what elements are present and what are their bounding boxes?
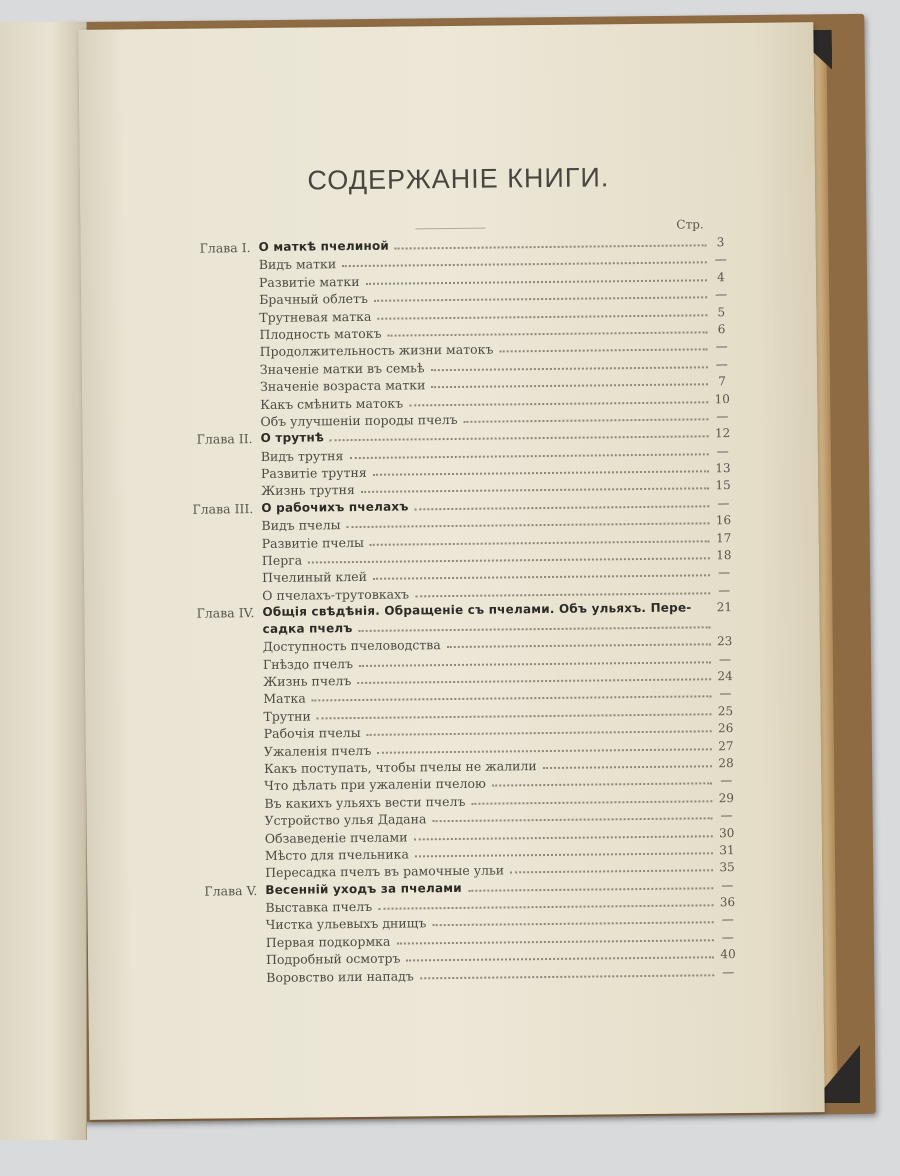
page-number: — <box>716 443 729 458</box>
dot-leader <box>420 974 714 979</box>
dot-leader <box>366 279 707 285</box>
dot-leader <box>373 470 709 476</box>
page-number: 6 <box>717 322 726 337</box>
section-title: Значеніе матки въ семьѣ <box>259 360 425 377</box>
dot-leader <box>433 922 714 927</box>
section-title: Мѣсто для пчельника <box>264 846 409 863</box>
dot-leader <box>330 436 709 442</box>
dot-leader <box>415 852 713 857</box>
dot-leader <box>468 887 713 892</box>
chapter-title: Весенній уходъ за пчелами <box>265 880 462 897</box>
page-number: — <box>719 686 732 701</box>
chapter-title: Общія свѣдѣнія. Обращеніе съ пчелами. Объ ульяхъ. Пере- <box>262 600 692 620</box>
dot-leader <box>308 557 710 563</box>
page-number: 26 <box>717 721 734 736</box>
dot-leader <box>409 401 708 406</box>
section-title: Какъ смѣнить матокъ <box>260 395 404 412</box>
section-title: Гнѣздо пчелъ <box>262 655 354 672</box>
dot-leader <box>414 835 713 840</box>
dot-leader <box>317 713 712 719</box>
section-title: Выставка пчелъ <box>265 898 373 916</box>
section-title: Видъ матки <box>258 256 337 273</box>
page-number: 29 <box>718 790 735 805</box>
page-number: 28 <box>718 755 734 771</box>
section-title: Развитіе трутня <box>260 464 367 482</box>
section-title: Продолжительность жизни матокъ <box>259 341 494 360</box>
section-title: Въ какихъ ульяхъ вести пчелъ <box>264 793 466 811</box>
section-title: Развитіе пчелы <box>261 534 364 551</box>
dot-leader <box>347 523 710 529</box>
chapter-number: Глава V. <box>204 882 258 899</box>
contents-list <box>173 235 741 988</box>
page-number: 36 <box>719 895 736 910</box>
chapter-title: О маткѣ пчелиной <box>258 238 390 255</box>
dot-leader <box>342 262 707 268</box>
page-number: — <box>718 582 731 598</box>
dot-leader <box>350 453 709 459</box>
page-number: 31 <box>719 842 735 858</box>
section-title: Видъ трутня <box>260 447 344 464</box>
dot-leader <box>377 748 712 754</box>
section-title: Какъ поступать, чтобы пчелы не жалили <box>263 758 537 776</box>
page-number: — <box>715 356 728 371</box>
dot-leader <box>433 817 713 822</box>
page-number: 15 <box>715 478 731 493</box>
dot-leader <box>415 592 710 597</box>
page-number: 27 <box>718 738 734 753</box>
dot-leader <box>361 488 709 494</box>
page-number: 24 <box>717 669 733 684</box>
chapter-number: Глава IV. <box>196 605 255 621</box>
title-divider <box>415 228 485 230</box>
dot-leader <box>414 505 709 510</box>
section-title: Матка <box>263 690 306 707</box>
page-number: 7 <box>718 374 726 389</box>
page-number: 17 <box>715 530 732 545</box>
dot-leader <box>374 296 707 301</box>
page-number: 21 <box>716 600 733 615</box>
dot-leader <box>447 643 711 648</box>
section-title: О пчелахъ-трутовкахъ <box>262 586 410 603</box>
section-title: Брачный облетъ <box>259 291 368 308</box>
section-title: Трутни <box>263 708 311 724</box>
page-number: 35 <box>719 860 735 875</box>
section-title: Пчелиный клей <box>261 569 368 586</box>
page-number: — <box>722 964 735 979</box>
page-number: 40 <box>720 947 736 962</box>
section-title: Развитіе матки <box>258 273 360 290</box>
page-number: 18 <box>716 548 732 563</box>
page-number: 5 <box>717 304 726 319</box>
dot-leader <box>359 661 711 667</box>
page-number: — <box>716 408 729 424</box>
section-title: Видъ пчелы <box>261 517 341 534</box>
section-title: Перга <box>261 552 303 569</box>
section-title: Плодность матокъ <box>259 325 382 342</box>
dot-leader <box>500 349 708 353</box>
page-number: 16 <box>715 513 732 528</box>
section-title: Чистка ульевыхъ днищъ <box>265 915 427 933</box>
page-number: — <box>715 339 728 354</box>
page-number: — <box>721 912 734 927</box>
section-title: Что дѣлать при ужаленіи пчелою <box>264 775 486 794</box>
dot-leader <box>373 575 710 581</box>
page-number: 3 <box>716 235 725 250</box>
page-number: 4 <box>717 269 725 284</box>
page-number: — <box>717 565 731 580</box>
section-title: Пересадка пчелъ въ рамочные ульи <box>265 862 505 881</box>
section-title: Воровство или нападъ <box>266 968 414 985</box>
contents-title: СОДЕРЖАНІЕ КНИГИ. <box>307 162 610 196</box>
section-title: Рабочія пчелы <box>263 725 361 742</box>
section-title: Подробный осмотръ <box>265 950 401 968</box>
page-number: — <box>714 252 727 267</box>
section-title: Устройство улья Дадана <box>264 811 427 829</box>
section-title: Жизнь пчелъ <box>263 673 352 689</box>
section-title: Обзаведеніе пчелами <box>264 828 408 846</box>
dot-leader <box>370 540 710 546</box>
section-title: Жизнь трутня <box>261 482 355 499</box>
page-number: 25 <box>717 703 734 718</box>
section-title: Значеніе возраста матки <box>259 377 426 395</box>
dot-leader <box>492 783 712 787</box>
page-number: — <box>720 808 733 823</box>
page-number: — <box>721 929 734 945</box>
chapter-number: Глава II. <box>196 431 253 447</box>
dot-leader <box>311 696 711 702</box>
dot-leader <box>367 730 712 736</box>
page-number: — <box>717 495 730 511</box>
dot-leader <box>379 904 714 910</box>
dot-leader <box>471 800 712 805</box>
section-title: Ужаленія пчелъ <box>263 742 372 759</box>
page-number: 12 <box>714 426 731 441</box>
dot-leader <box>510 870 713 874</box>
page-number: 10 <box>714 391 730 406</box>
chapter-number: Глава III. <box>192 500 254 517</box>
page-column-label: Стр. <box>676 217 704 232</box>
chapter-title-continued: садка пчелъ <box>262 621 353 637</box>
contents-page <box>78 22 824 1120</box>
section-title: Первая подкормка <box>265 933 391 950</box>
section-title: Объ улучшеніи породы пчелъ <box>260 411 458 429</box>
section-title: Доступность пчеловодства <box>262 637 441 655</box>
page-number: — <box>721 877 734 892</box>
dot-leader <box>406 957 714 962</box>
dot-leader <box>463 418 708 423</box>
page-number: 13 <box>715 461 731 476</box>
page-number: 23 <box>717 634 733 649</box>
chapter-number: Глава I. <box>199 240 251 256</box>
dot-leader <box>388 331 708 336</box>
page-number: — <box>715 287 728 302</box>
left-page <box>0 22 87 1140</box>
dot-leader <box>431 366 708 371</box>
page-number: 30 <box>719 825 735 840</box>
section-title: Трутневая матка <box>259 308 372 325</box>
dot-leader <box>397 939 714 944</box>
dot-leader <box>357 678 711 684</box>
dot-leader <box>431 383 708 388</box>
chapter-title: О рабочихъ пчелахъ <box>261 499 409 515</box>
dot-leader <box>377 314 707 319</box>
dot-leader <box>543 765 712 769</box>
page-number: — <box>718 651 732 666</box>
dot-leader <box>395 244 707 249</box>
dot-leader <box>359 626 711 632</box>
chapter-title: О трутнѣ <box>260 430 325 446</box>
page-number: — <box>720 773 733 788</box>
